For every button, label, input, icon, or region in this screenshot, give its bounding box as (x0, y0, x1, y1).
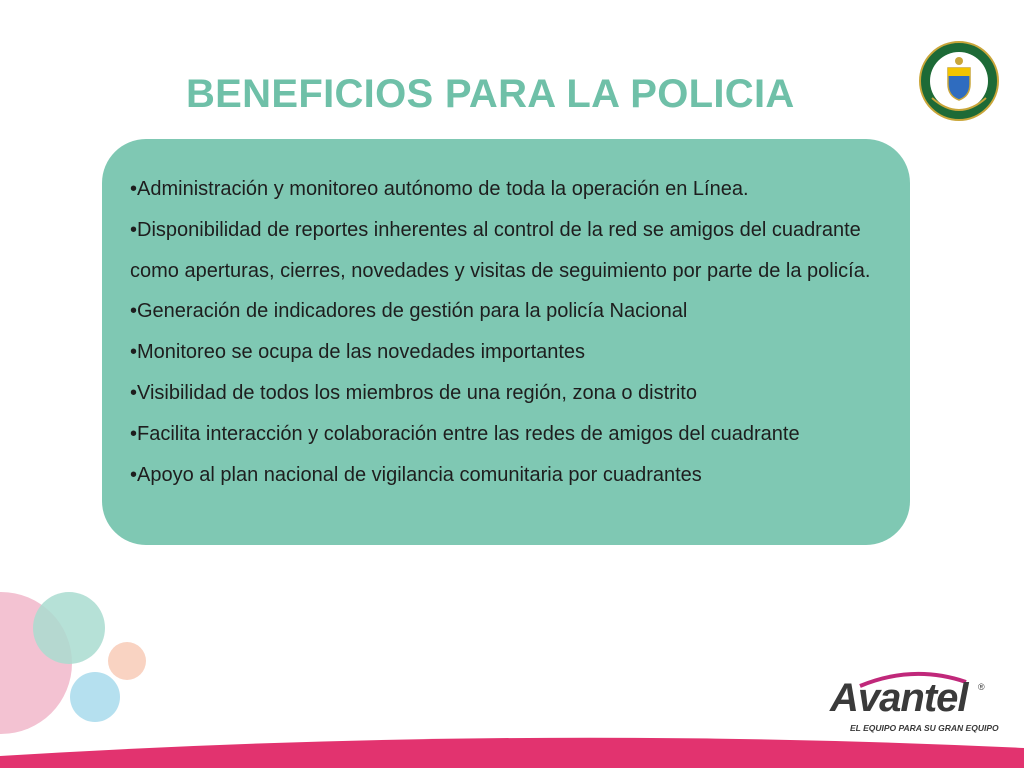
police-seal-logo (918, 40, 1000, 122)
logo-brand: Avantel (830, 676, 968, 720)
avantel-logo (828, 668, 998, 738)
logo-registered-mark: ® (978, 682, 985, 692)
decorative-circle (70, 672, 120, 722)
benefit-item: •Apoyo al plan nacional de vigilancia comunitaria por cuadrantes (130, 463, 702, 486)
benefits-panel (102, 139, 910, 545)
benefits-list (130, 169, 900, 495)
benefit-item: •Disponibilidad de reportes inherentes al control de la red se amigos del cuadrante como aperturas, cierres, novedades y visitas de seguimiento por parte de la policía. (130, 218, 871, 282)
benefit-item: •Facilita interacción y colaboración entre las redes de amigos del cuadrante (130, 422, 800, 445)
decorative-circle (108, 642, 146, 680)
logo-tagline: EL EQUIPO PARA SU GRAN EQUIPO (850, 723, 999, 733)
decorative-circle (33, 592, 105, 664)
benefit-item: •Visibilidad de todos los miembros de una región, zona o distrito (130, 381, 697, 404)
benefit-item: •Monitoreo se ocupa de las novedades importantes (130, 341, 586, 364)
benefit-item: •Generación de indicadores de gestión para la policía Nacional (130, 300, 688, 323)
slide-title: BENEFICIOS PARA LA POLICIA (186, 72, 795, 116)
benefit-item: •Administración y monitoreo autónomo de toda la operación en Línea. (130, 178, 749, 200)
